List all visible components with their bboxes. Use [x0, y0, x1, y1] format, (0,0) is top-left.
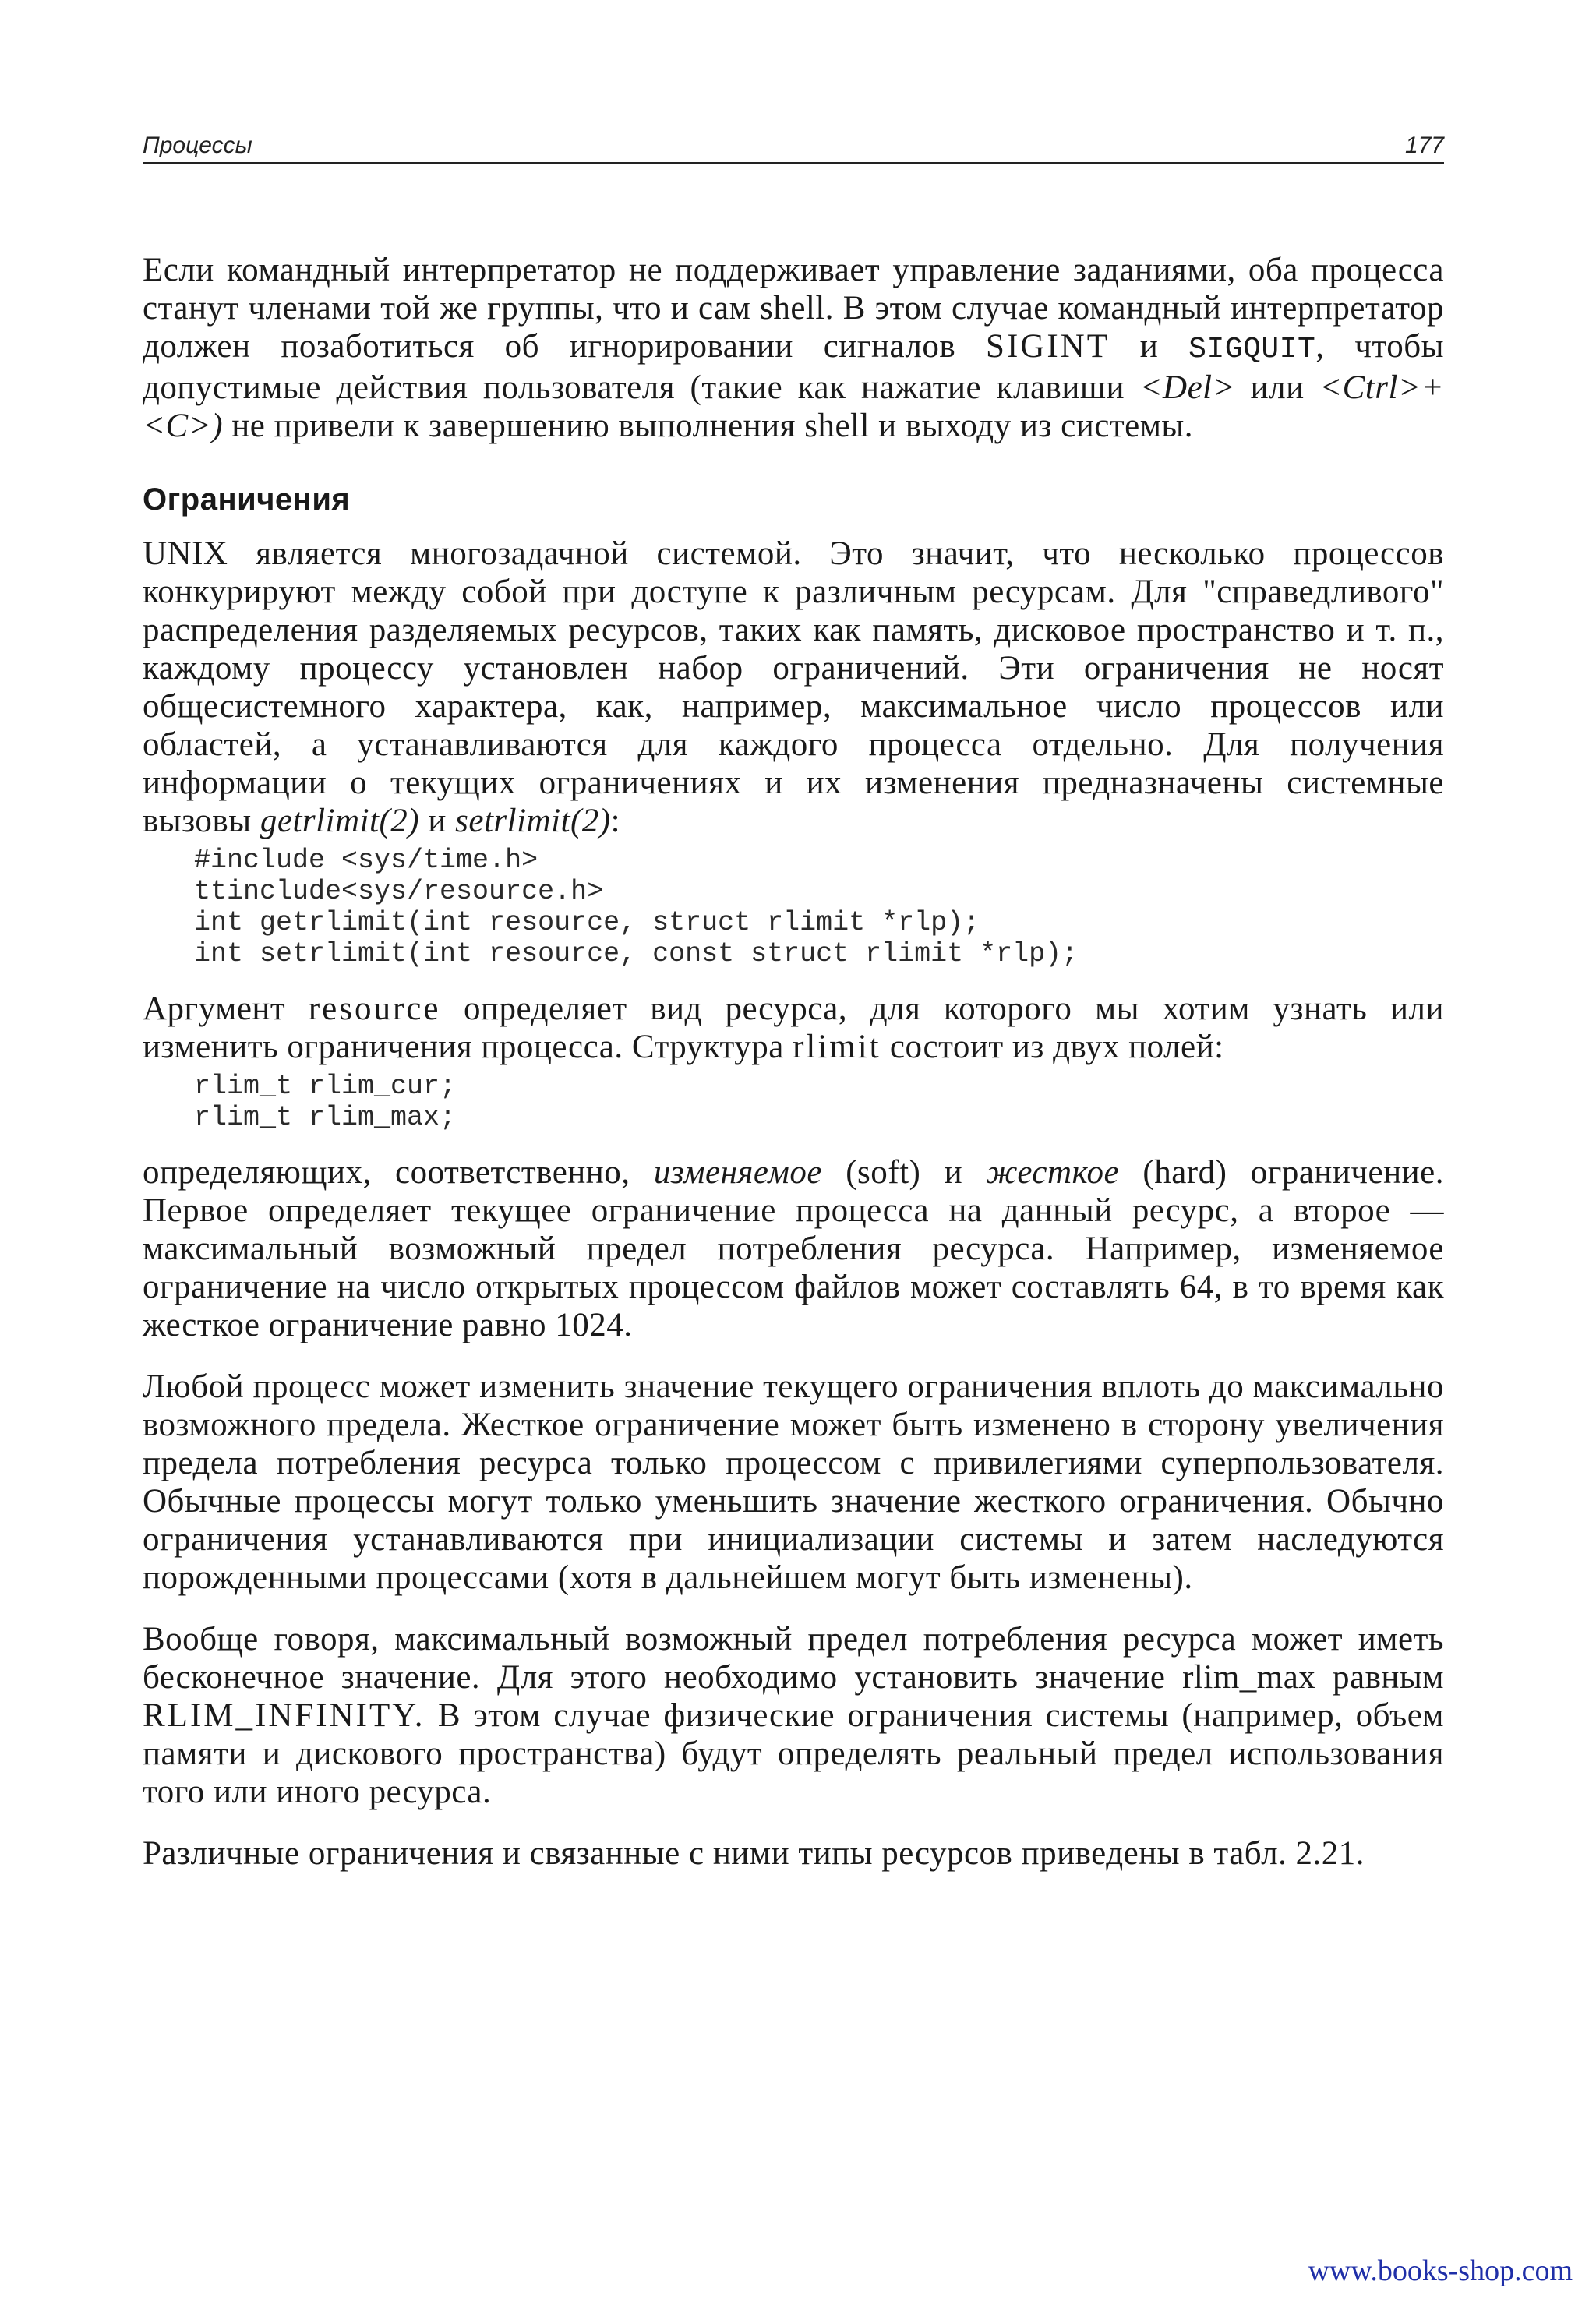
paragraph-table-ref: Различные ограничения и связанные с ними типы ресурсов приведены в табл. 2.21. — [143, 1835, 1365, 1872]
code-line: rlim_t rlim_max; — [194, 1102, 457, 1133]
text-run: Аргумент — [143, 990, 309, 1027]
section-heading: Ограничения — [143, 482, 351, 517]
term-rlim-infinity: RLIM_INFINITY. — [143, 1697, 425, 1734]
running-head-title: Процессы — [143, 132, 252, 158]
term-rlimit: rlimit — [793, 1029, 881, 1065]
syscall-setrlimit: setrlimit(2) — [455, 803, 611, 839]
term-hard: жесткое — [986, 1154, 1120, 1191]
paragraph-raise-limit: Любой процесс может изменить значение текущего ограничения вплоть до максимально возможного предела. Жесткое ограничение может быть изменено в сторону увеличения предела потребления ресурса только процессом с привилегиями суперпользователя. Обычные процессы могут только уменьшить значение жесткого ограничения. Обычно ограничения устанавливаются при инициализации системы и затем наследуются порожденными процессами (хотя в дальнейшем могут быть изменены). — [143, 1368, 1444, 1596]
paragraph-infinity — [143, 1620, 1444, 1811]
text-run: или — [1235, 369, 1320, 406]
code-line: rlim_t rlim_cur; — [194, 1071, 457, 1102]
text-run: (soft) и — [821, 1154, 987, 1191]
paragraph-job-control — [143, 251, 1444, 445]
text-run: Если командный интерпретатор не поддерживает управление заданиями, оба процесса станут членами той же группы, что и сам shell. В этом случае командный интерпретатор должен позаботиться об игнорировании сигналов — [143, 252, 1444, 365]
syscall-getrlimit: getrlimit(2) — [260, 803, 420, 839]
paragraph-limits-intro — [143, 535, 1444, 840]
text-run: не привели к завершению выполнения shell и выходу из системы. — [223, 408, 1194, 444]
code-line: int getrlimit(int resource, struct rlimit *rlp); — [194, 907, 980, 938]
key-ctrl-c: <Ctrl>+<C>) — [143, 369, 1444, 444]
text-run: , чтобы допустимые действия пользователя (такие как нажатие клавиши — [143, 328, 1444, 406]
key-del: <Del> — [1139, 369, 1236, 406]
text-run: и — [1109, 328, 1189, 365]
text-run: В этом случае физические ограничения системы (например, объем памяти и дискового пространства) будут определять реальный предел использования того или иного ресурса. — [143, 1697, 1444, 1810]
term-soft: изменяемое — [653, 1154, 822, 1191]
text-run: UNIX является многозадачной системой. Это значит, что несколько процессов конкурируют между собой при доступе к различным ресурсам. Для "справедливого" распределения разделяемых ресурсов, таких как память, дисковое пространство и т. п., каждому процессу установлен набор ограничений. Эти ограничения не носят общесистемного характера, как, например, максимальное число процессов или областей, а устанавливаются для каждого процесса отдельно. Для получения информации о текущих ограничениях и их изменения предназначены системные вызовы — [143, 535, 1444, 839]
page-number: 177 — [1404, 132, 1444, 158]
code-line: ttinclude<sys/resource.h> — [194, 876, 604, 907]
footer-website-link[interactable]: www.books-shop.com — [1308, 2254, 1573, 2287]
text-run: Вообще говоря, максимальный возможный предел потребления ресурса может иметь бесконечное значение. Для этого необходимо установить значение rlim_max равным — [143, 1621, 1444, 1696]
text-run: определяет вид ресурса, для которого мы хотим узнать или изменить ограничения процесса. Структура — [143, 990, 1444, 1065]
term-resource: resource — [308, 990, 441, 1027]
code-line: int setrlimit(int resource, const struct rlimit *rlp); — [194, 938, 1079, 969]
code-line: #include <sys/time.h> — [194, 845, 538, 876]
text-run: : — [610, 803, 621, 839]
code-block-struct-fields — [194, 1071, 1444, 1133]
signal-name-sigquit: SIGQUIT — [1188, 333, 1316, 366]
running-head — [143, 132, 1444, 164]
text-run: (hard) ограничение. Первое определяет текущее ограничение процесса на данный ресурс, а второе — максимальный возможный предел потребления ресурса. Например, изменяемое ограничение на число открытых процессом файлов может составлять 64, в то время как жесткое ограничение равно 1024. — [143, 1154, 1445, 1343]
body-text — [143, 251, 1444, 1873]
paragraph-soft-hard — [143, 1153, 1444, 1344]
text-run: и — [419, 803, 456, 839]
code-block-prototypes — [194, 845, 1444, 969]
text-run: определяющих, соответственно, — [143, 1154, 654, 1191]
signal-name-sigint: SIGINT — [986, 328, 1110, 365]
page — [143, 132, 1444, 1896]
paragraph-resource-arg — [143, 990, 1444, 1066]
text-run: состоит из двух полей: — [881, 1029, 1224, 1065]
